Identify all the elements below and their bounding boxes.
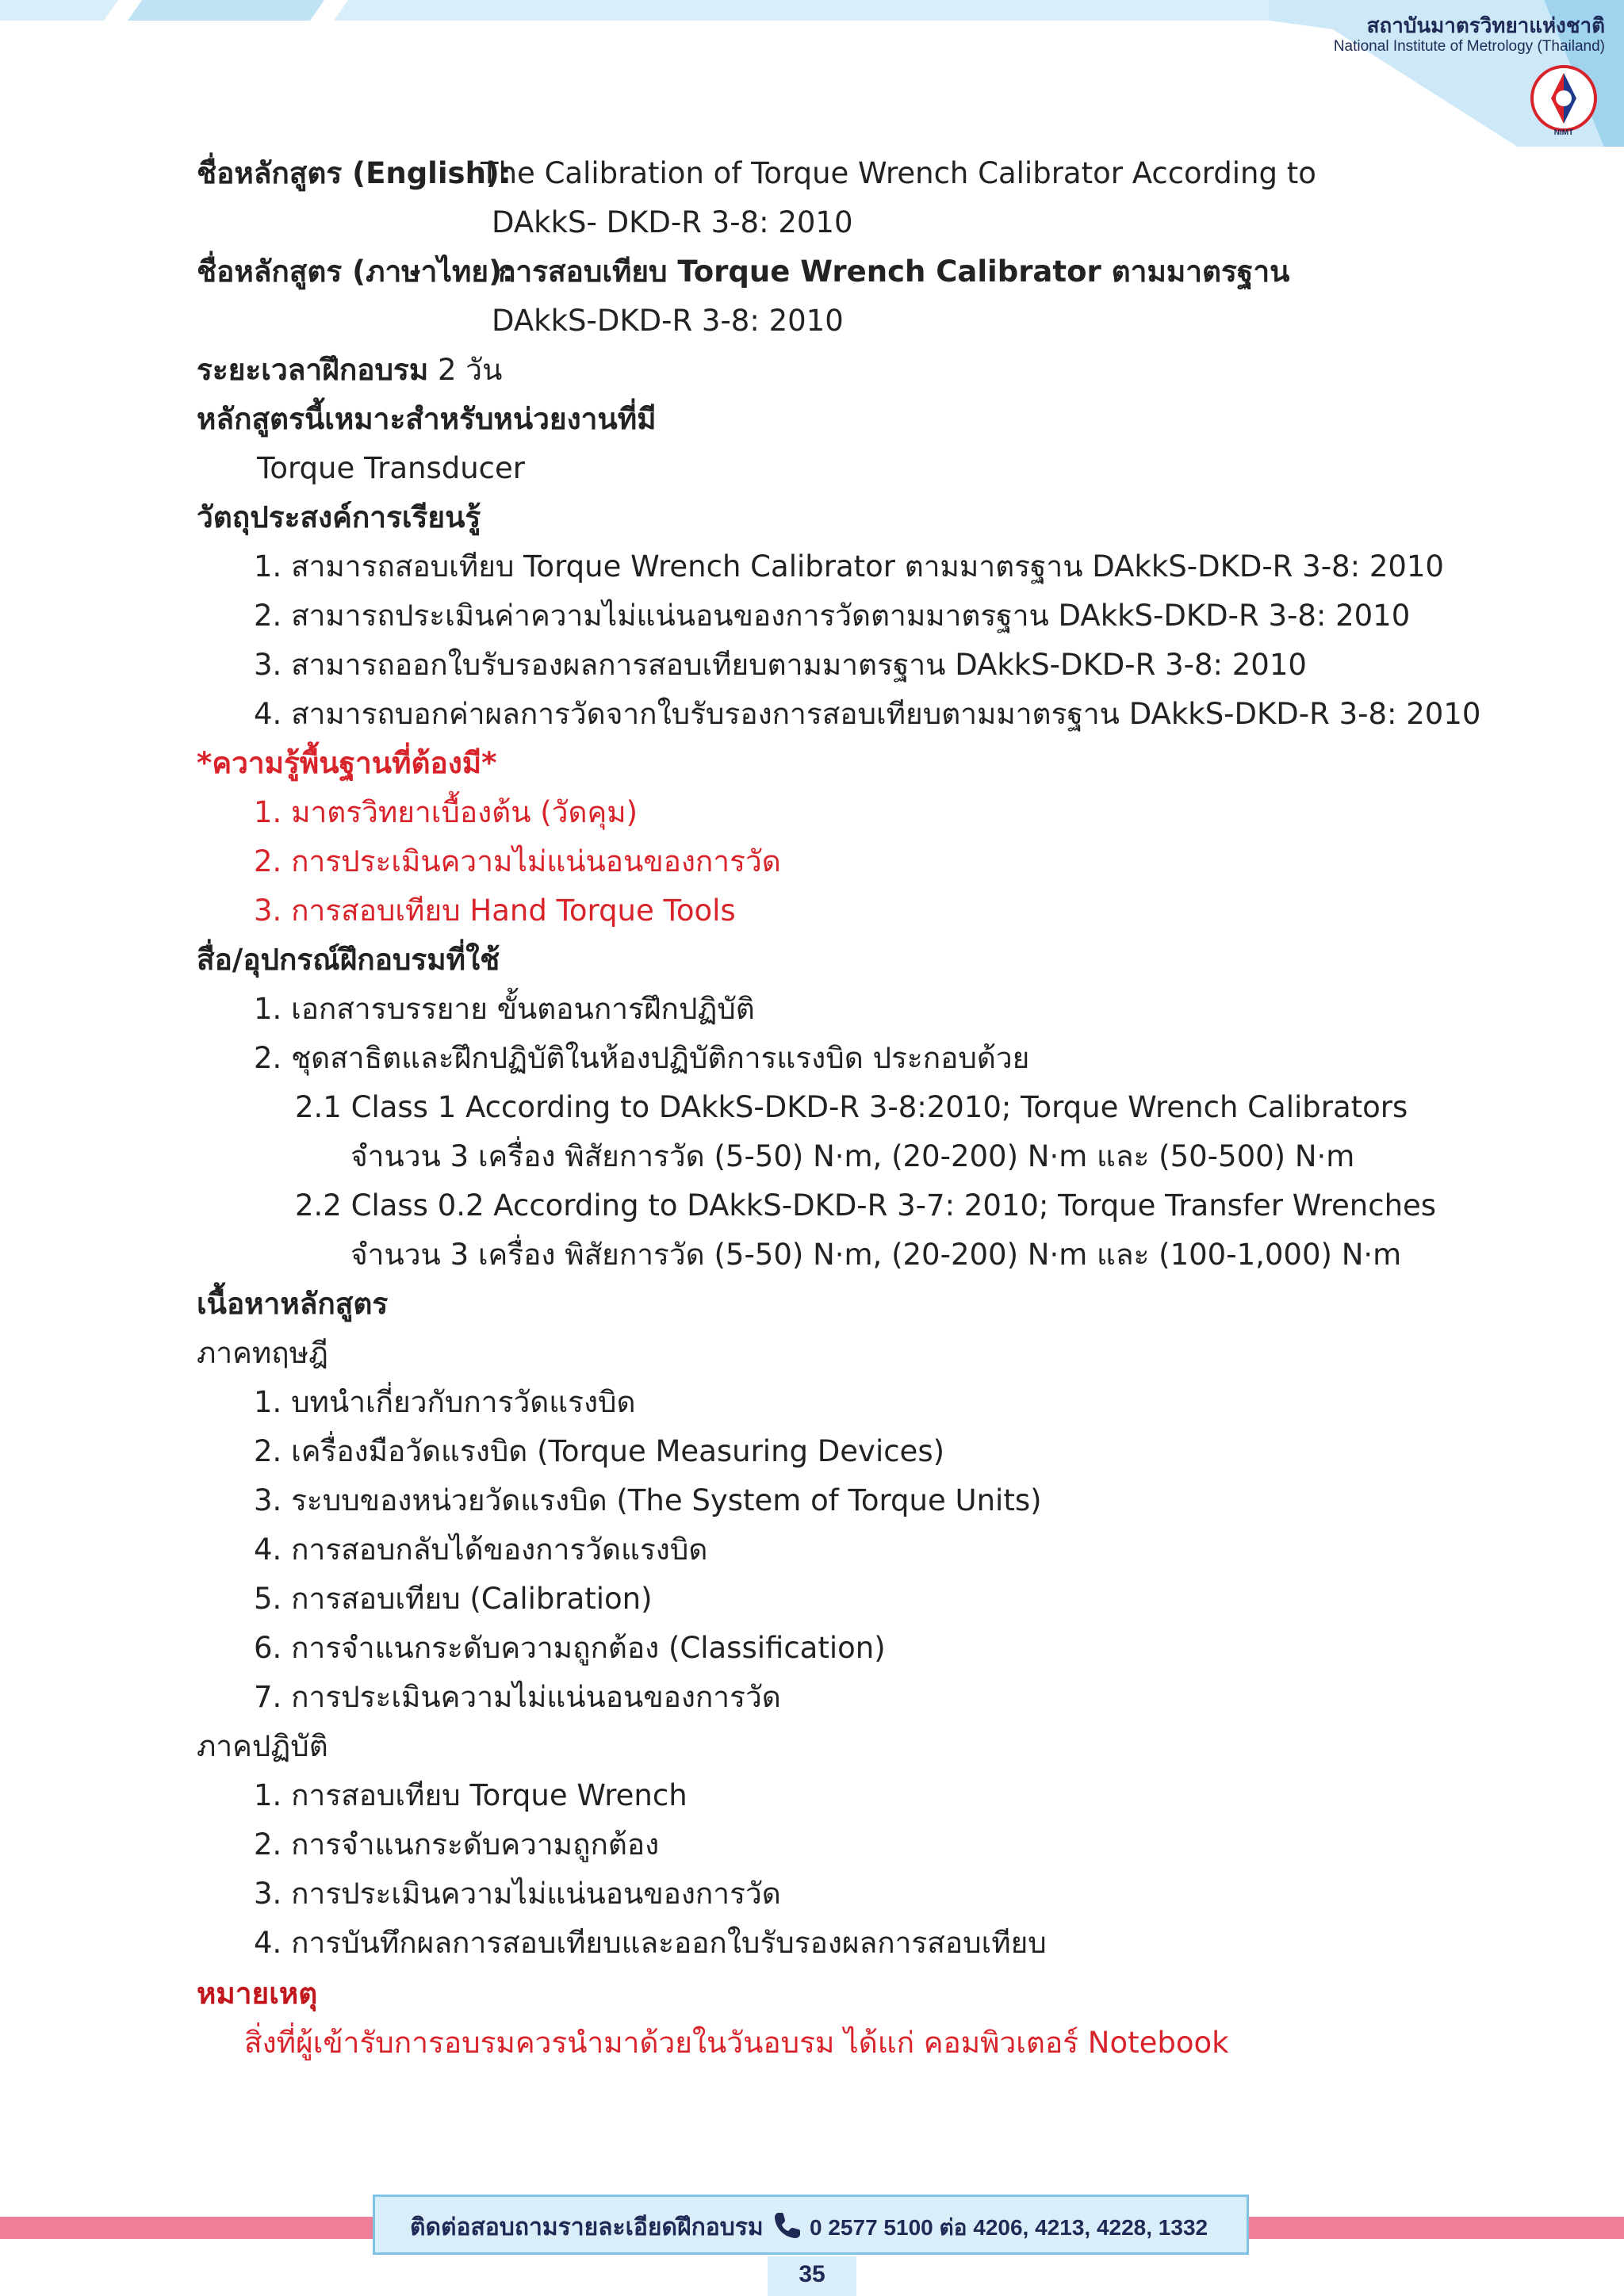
course-name-th-line2: DAkkS-DKD-R 3-8: 2010 [492,304,844,338]
objective-item: 4. สามารถบอกค่าผลการวัดจากใบรับรองการสอบเทียบตามมาตรฐาน DAkkS-DKD-R 3-8: 2010 [254,697,1481,731]
prerequisites-heading: *ความรู้พื้นฐานที่ต้องมี* [197,746,497,780]
theory-label: ภาคทฤษฎี [197,1336,328,1370]
contact-phone: 0 2577 5100 ต่อ 4206, 4213, 4228, 1332 [810,2215,1208,2240]
duration-value: 2 วัน [438,353,503,387]
course-name-th-line1: การสอบเทียบ Torque Wrench Calibrator ตามมาตรฐาน [498,254,1290,289]
phone-icon [772,2210,803,2241]
practice-item: 3. การประเมินความไม่แน่นอนของการวัด [254,1877,781,1911]
nimt-logo-icon [1527,63,1600,136]
prerequisite-item: 3. การสอบเทียบ Hand Torque Tools [254,894,736,928]
page-number-box [768,2256,856,2296]
theory-item: 6. การจำแนกระดับความถูกต้อง (Classification) [254,1631,886,1665]
suitable-item: Torque Transducer [257,451,526,485]
prerequisite-item: 2. การประเมินความไม่แน่นอนของการวัด [254,844,781,878]
materials-subitem: 2.2 Class 0.2 According to DAkkS-DKD-R 3-7: 2010; Torque Transfer Wrenches [295,1188,1437,1223]
theory-item: 5. การสอบเทียบ (Calibration) [254,1582,653,1616]
note-text: สิ่งที่ผู้เข้ารับการอบรมควรนำมาด้วยในวันอบรม ได้แก่ คอมพิวเตอร์ Notebook [244,2026,1229,2060]
prerequisite-item: 1. มาตรวิทยาเบื้องต้น (วัดคุม) [254,795,638,829]
theory-item: 4. การสอบกลับได้ของการวัดแรงบิด [254,1533,708,1567]
course-name-en-line1: The Calibration of Torque Wrench Calibrator According to [481,156,1316,190]
institute-name-en: National Institute of Metrology (Thailand) [1333,38,1605,55]
materials-item: 2. ชุดสาธิตและฝึกปฏิบัติในห้องปฏิบัติการแรงบิด ประกอบด้วย [254,1041,1030,1075]
theory-item: 7. การประเมินความไม่แน่นอนของการวัด [254,1680,781,1714]
objective-item: 3. สามารถออกใบรับรองผลการสอบเทียบตามมาตรฐาน DAkkS-DKD-R 3-8: 2010 [254,648,1307,682]
practice-item: 4. การบันทึกผลการสอบเทียบและออกใบรับรองผลการสอบเทียบ [254,1926,1047,1960]
materials-subitem-detail: จำนวน 3 เครื่อง พิสัยการวัด (5-50) N·m, (20-200) N·m และ (50-500) N·m [350,1139,1355,1173]
note-heading: หมายเหตุ [197,1976,318,2011]
logo-text: NIMT [1553,128,1574,136]
theory-item: 3. ระบบของหน่วยวัดแรงบิด (The System of Torque Units) [254,1483,1042,1517]
practice-label: ภาคปฏิบัติ [197,1729,328,1763]
objective-item: 2. สามารถประเมินค่าความไม่แน่นอนของการวัดตามมาตรฐาน DAkkS-DKD-R 3-8: 2010 [254,599,1411,633]
materials-subitem: 2.1 Class 1 According to DAkkS-DKD-R 3-8:2010; Torque Wrench Calibrators [295,1090,1408,1124]
content-heading: เนื้อหาหลักสูตร [197,1287,389,1321]
footer-contact-box [373,2195,1249,2255]
objective-item: 1. สามารถสอบเทียบ Torque Wrench Calibrator ตามมาตรฐาน DAkkS-DKD-R 3-8: 2010 [254,549,1444,584]
materials-heading: สื่อ/อุปกรณ์ฝึกอบรมที่ใช้ [197,943,500,977]
theory-item: 2. เครื่องมือวัดแรงบิด (Torque Measuring Devices) [254,1434,945,1468]
contact-label: ติดต่อสอบถามรายละเอียดฝึกอบรม [410,2214,764,2241]
page-number: 35 [799,2261,825,2287]
course-name-en-line2: DAkkS- DKD-R 3-8: 2010 [492,205,853,239]
course-name-th-label: ชื่อหลักสูตร (ภาษาไทย): [197,254,514,289]
duration-label: ระยะเวลาฝึกอบรม [197,353,429,387]
practice-item: 2. การจำแนกระดับความถูกต้อง [254,1827,660,1862]
objectives-heading: วัตถุประสงค์การเรียนรู้ [197,500,481,534]
practice-item: 1. การสอบเทียบ Torque Wrench [254,1778,688,1812]
institute-name-th: สถาบันมาตรวิทยาแห่งชาติ [1366,14,1605,38]
suitable-heading: หลักสูตรนี้เหมาะสำหรับหน่วยงานที่มี [197,402,657,436]
course-name-en-label: ชื่อหลักสูตร (English): [197,156,511,190]
materials-item: 1. เอกสารบรรยาย ขั้นตอนการฝึกปฏิบัติ [254,992,755,1026]
materials-subitem-detail: จำนวน 3 เครื่อง พิสัยการวัด (5-50) N·m, (20-200) N·m และ (100-1,000) N·m [350,1238,1402,1272]
theory-item: 1. บทนำเกี่ยวกับการวัดแรงบิด [254,1385,636,1419]
